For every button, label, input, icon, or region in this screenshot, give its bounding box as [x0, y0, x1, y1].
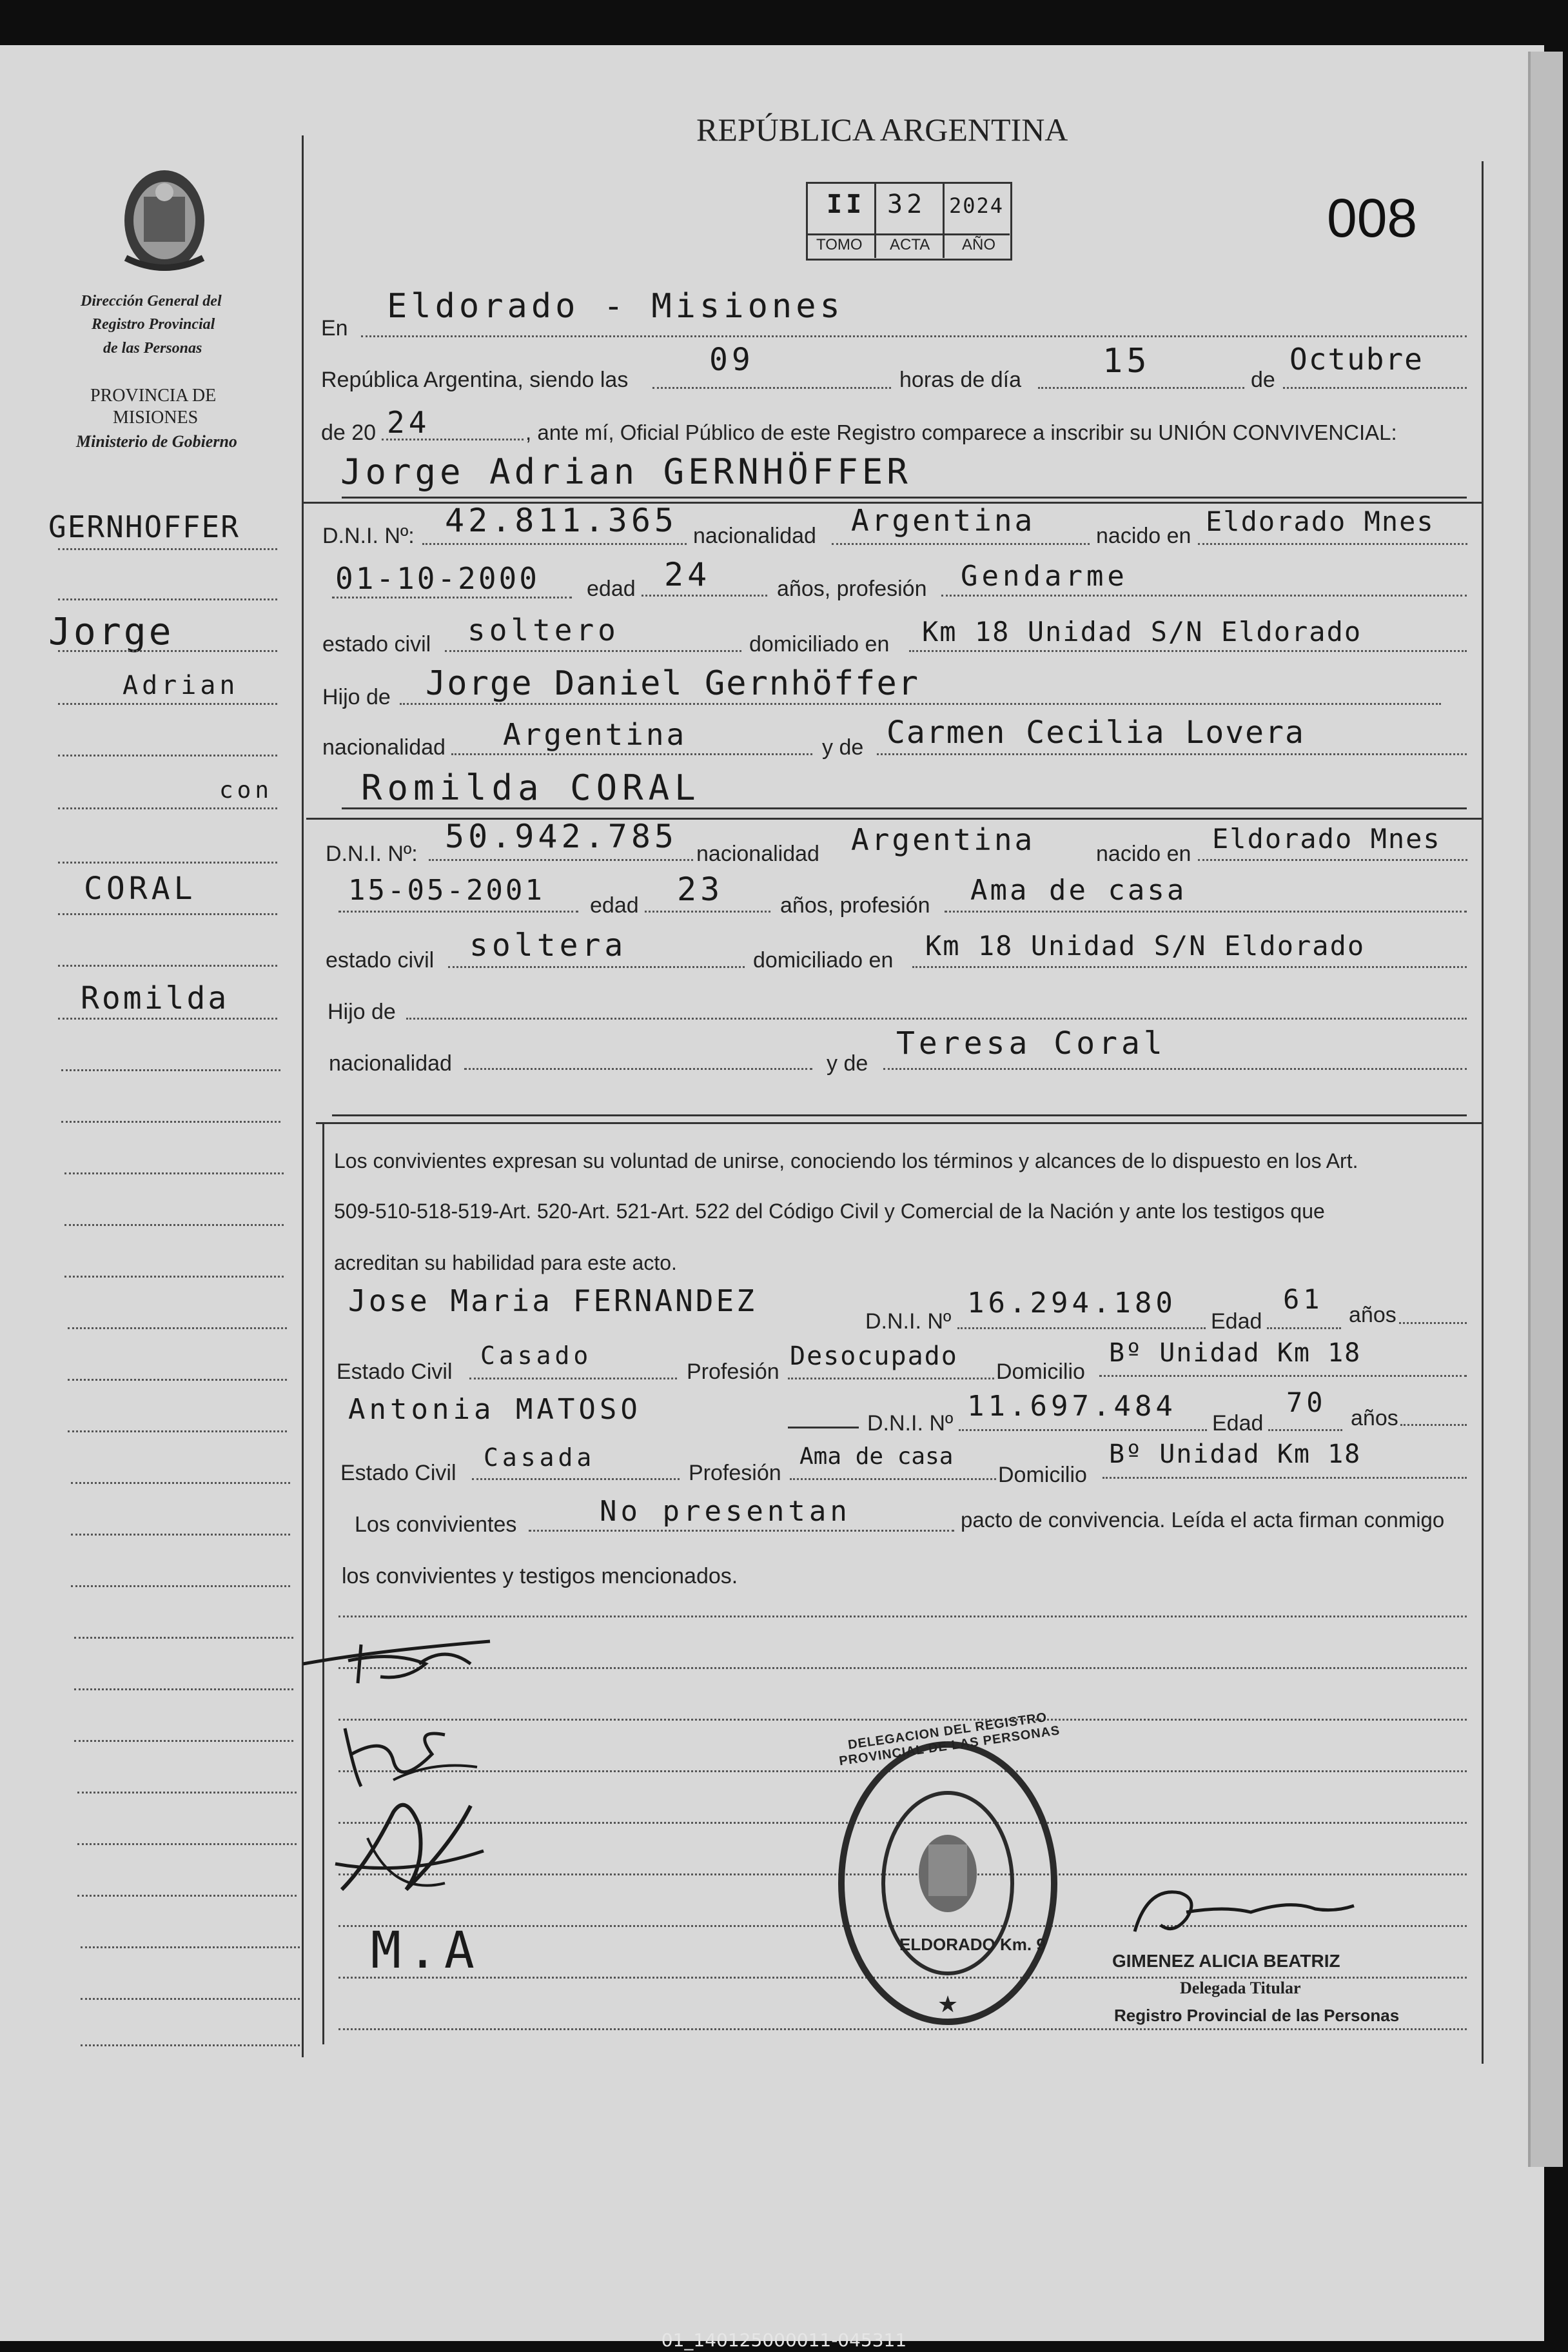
p1-partner-line — [342, 807, 1467, 809]
witness1-civil-line — [469, 1378, 677, 1379]
p2-nat-label: nacionalidad — [329, 1051, 452, 1076]
registry-line-2: Registro Provincial — [92, 316, 215, 333]
p1-father: Jorge Daniel Gernhöffer — [426, 664, 920, 703]
margin-line-25 — [77, 1792, 297, 1794]
day-value: 15 — [1102, 342, 1151, 380]
scan-id: 01_140125000011-045311 — [661, 2329, 907, 2351]
left-margin-border — [302, 135, 304, 2057]
witness1-years-label: años — [1349, 1303, 1396, 1327]
witness2-name: Antonia MATOSO — [348, 1393, 642, 1426]
p2-profession-label: años, profesión — [780, 893, 930, 918]
p2-parent-line — [406, 1018, 1467, 1020]
statement-line-2: 509-510-518-519-Art. 520-Art. 521-Art. 522 del Código Civil y Comercial de la Nación y ante los testigos que — [334, 1200, 1325, 1223]
p2-dni: 50.942.785 — [445, 818, 678, 855]
closing-label-2: pacto de convivencia. Leída el acta firman conmigo — [961, 1508, 1445, 1532]
witness2-age-label: Edad — [1212, 1411, 1264, 1436]
p2-dni-label: D.N.I. Nº: — [326, 842, 418, 866]
month-value: Octubre — [1289, 342, 1424, 377]
margin-line-9 — [58, 965, 277, 967]
p2-mother: Teresa Coral — [896, 1025, 1166, 1062]
witness2-age-line — [1268, 1429, 1342, 1431]
p1-birthplace: Eldorado Mnes — [1206, 506, 1435, 537]
margin-line-3 — [58, 650, 277, 652]
tomo-value: II — [827, 190, 866, 219]
margin-line-5 — [58, 755, 277, 756]
p2-son-label: Hijo de — [328, 1000, 396, 1024]
witness2-years-line — [1400, 1424, 1467, 1426]
p2-civil-label: estado civil — [326, 948, 435, 973]
p2-profession-line — [945, 911, 1467, 913]
witness1-profession-line — [788, 1378, 994, 1379]
month-line — [1283, 387, 1467, 389]
p2-age-line — [645, 911, 770, 913]
p2-nat-line — [464, 1068, 812, 1070]
p2-birthplace: Eldorado Mnes — [1212, 823, 1441, 855]
margin-surname-1: GERNHOFFER — [48, 509, 240, 544]
signature-line-1 — [338, 1616, 1467, 1617]
closing-value: No presentan — [600, 1495, 851, 1528]
margin-line-29 — [81, 1998, 300, 2000]
witness2-domicile-label: Domicilio — [998, 1463, 1087, 1487]
date-line-label: República Argentina, siendo las — [321, 368, 629, 392]
witness1-domicile: Bº Unidad Km 18 — [1109, 1338, 1362, 1368]
margin-line-4 — [58, 703, 277, 705]
svg-text:★: ★ — [937, 1991, 959, 2018]
record-box-divider-h — [806, 233, 1010, 235]
p2-nationality-label: nacionalidad — [696, 842, 819, 866]
margin-line-18 — [68, 1430, 287, 1432]
p2-domicile-line — [912, 966, 1467, 968]
p1-age-label: edad — [587, 577, 636, 601]
p1-father-nat: Argentina — [503, 717, 687, 752]
margin-line-22 — [74, 1637, 293, 1639]
p1-mother-line — [877, 753, 1467, 755]
p1-profession-label: años, profesión — [777, 577, 927, 601]
margin-line-6 — [58, 807, 277, 809]
witness2-profession-line — [790, 1478, 996, 1480]
province-coat-of-arms — [113, 161, 216, 277]
de-label: de — [1251, 368, 1275, 392]
record-box-divider-1 — [874, 182, 876, 258]
p1-age-line — [642, 595, 767, 597]
province-line-1: PROVINCIA DE — [90, 386, 217, 406]
margin-surname-2: CORAL — [84, 871, 197, 907]
registry-seal — [832, 1735, 1064, 2031]
margin-line-7 — [58, 862, 277, 864]
person1-name-line — [342, 497, 1467, 499]
p1-father-line — [400, 703, 1441, 705]
hour-line — [652, 387, 891, 389]
margin-line-12 — [61, 1121, 280, 1123]
signature-line-3 — [338, 1719, 1467, 1721]
p2-domicile-label: domiciliado en — [753, 948, 894, 973]
witness1-domicile-line — [1099, 1375, 1467, 1377]
p1-profession: Gendarme — [961, 560, 1128, 593]
margin-line-20 — [71, 1534, 290, 1536]
margin-line-8 — [58, 913, 277, 915]
p1-father-nat-label: nacionalidad — [322, 735, 446, 760]
margin-given-2: Romilda — [81, 980, 230, 1016]
p1-nationality: Argentina — [851, 503, 1035, 538]
p2-civil: soltera — [469, 927, 627, 964]
margin-line-26 — [77, 1843, 297, 1845]
witness1-civil: Casado — [480, 1341, 593, 1370]
acta-label: ACTA — [890, 236, 930, 253]
p2-profession: Ama de casa — [970, 874, 1187, 907]
p2-birthdate: 15-05-2001 — [348, 874, 545, 907]
p1-father-nat-line — [451, 753, 812, 755]
signature-1 — [297, 1625, 503, 1696]
province-line-2: MISIONES — [113, 408, 199, 428]
tomo-label: TOMO — [816, 236, 863, 253]
closing-line-2: los convivientes y testigos mencionados. — [342, 1564, 738, 1588]
year-suffix: 24 — [387, 405, 431, 440]
p1-civil-label: estado civil — [322, 632, 431, 657]
margin-line-24 — [74, 1740, 293, 1742]
hour-value: 09 — [709, 342, 754, 378]
ministry: Ministerio de Gobierno — [76, 432, 237, 451]
margin-given-1a: Jorge — [48, 609, 174, 653]
right-border — [1482, 161, 1484, 2064]
place-value: Eldorado - Misiones — [387, 287, 844, 326]
registry-line-3: de las Personas — [103, 340, 202, 357]
p1-partner-name: Romilda CORAL — [361, 767, 701, 808]
witness1-civil-label: Estado Civil — [337, 1359, 453, 1384]
p1-age: 24 — [664, 556, 711, 593]
p1-nationality-line — [832, 543, 1090, 545]
margin-line-17 — [68, 1379, 287, 1381]
witness1-name: Jose Maria FERNANDEZ — [348, 1283, 757, 1318]
witness2-domicile: Bº Unidad Km 18 — [1109, 1439, 1362, 1469]
appearance-text: , ante mí, Oficial Público de este Registro comparece a inscribir su UNIÓN CONVIVENCIAL: — [525, 420, 1397, 444]
left-margin-border-lower — [322, 1122, 324, 2044]
p1-dni: 42.811.365 — [445, 502, 678, 539]
p1-civil-line — [445, 650, 741, 652]
registry-line-1: Dirección General del — [81, 293, 222, 310]
p2-blank-line — [332, 1114, 1467, 1116]
p1-and-label: y de — [822, 735, 864, 760]
witness1-age-label: Edad — [1211, 1309, 1262, 1334]
p1-domicile: Km 18 Unidad S/N Eldorado — [922, 616, 1362, 647]
witness2-dni-line — [959, 1429, 1207, 1431]
p2-age-label: edad — [590, 893, 639, 918]
official-office: Registro Provincial de las Personas — [1114, 2006, 1400, 2025]
witness1-age: 61 — [1283, 1283, 1324, 1315]
signature-line-2 — [338, 1667, 1467, 1669]
margin-line-13 — [64, 1172, 284, 1174]
witness2-civil: Casada — [484, 1443, 596, 1472]
acta-value: 32 — [887, 190, 926, 219]
p2-domicile: Km 18 Unidad S/N Eldorado — [925, 930, 1366, 962]
p1-born-label: nacido en — [1096, 524, 1191, 548]
margin-line-16 — [68, 1327, 287, 1329]
closing-label-1: Los convivientes — [355, 1512, 517, 1537]
witness2-years-label: años — [1351, 1406, 1398, 1430]
p1-dni-line — [422, 543, 687, 545]
margin-line-10 — [58, 1018, 277, 1020]
year-label: AÑO — [962, 236, 996, 253]
witness1-dni-line — [957, 1327, 1206, 1329]
margin-connector: con — [219, 777, 273, 804]
margin-given-1b: Adrian — [122, 671, 239, 700]
p1-profession-line — [941, 595, 1467, 597]
margin-line-27 — [77, 1895, 297, 1897]
p1-son-label: Hijo de — [322, 685, 391, 709]
p2-mother-line — [883, 1068, 1467, 1070]
p2-dni-line — [429, 859, 693, 861]
witness1-years-line — [1399, 1322, 1467, 1324]
witness2-profession: Ama de casa — [799, 1443, 954, 1470]
seal-inner-text: ELDORADO Km. 9 — [899, 1935, 1046, 1954]
official-name: GIMENEZ ALICIA BEATRIZ — [1112, 1951, 1340, 1971]
official-title: Delegada Titular — [1180, 1979, 1301, 1997]
en-label: En — [321, 316, 348, 341]
witness1-dni: 16.294.180 — [967, 1287, 1177, 1319]
witness2-civil-line — [472, 1478, 680, 1480]
document-page — [0, 45, 1544, 2341]
witness2-name-line — [788, 1427, 859, 1428]
witness1-profession: Desocupado — [790, 1341, 958, 1371]
witness2-profession-label: Profesión — [689, 1461, 781, 1485]
page-number: 008 — [1327, 188, 1418, 248]
p2-birthdate-line — [338, 911, 578, 913]
p1-domicile-line — [909, 650, 1467, 652]
p1-birthdate-line — [332, 597, 572, 598]
witness2-civil-label: Estado Civil — [340, 1461, 456, 1485]
witness2-age: 70 — [1286, 1387, 1327, 1418]
statement-line-1: Los convivientes expresan su voluntad de unirse, conociendo los términos y alcances de lo dispuesto en los Art. — [334, 1149, 1358, 1172]
p1-civil: soltero — [467, 613, 620, 647]
p1-dni-label: D.N.I. Nº: — [322, 524, 415, 548]
witness1-dni-label: D.N.I. Nº — [865, 1309, 952, 1334]
official-signature — [1122, 1873, 1367, 1944]
margin-line-11 — [61, 1069, 280, 1071]
p1-nationality-label: nacionalidad — [693, 524, 816, 548]
person1-full-name: Jorge Adrian GERNHÖFFER — [340, 451, 912, 492]
p1-mother: Carmen Cecilia Lovera — [887, 715, 1305, 751]
hours-label: horas de día — [899, 368, 1022, 392]
margin-line-14 — [64, 1224, 284, 1226]
witness2-dni: 11.697.484 — [967, 1390, 1177, 1423]
year-prefix: de 20 — [321, 420, 377, 445]
p2-nationality: Argentina — [851, 822, 1035, 857]
signature-3 — [329, 1786, 496, 1909]
year-value: 2024 — [949, 193, 1004, 218]
p2-civil-line — [448, 966, 745, 968]
place-line — [361, 335, 1467, 337]
statement-line-3: acreditan su habilidad para este acto. — [334, 1251, 677, 1274]
witness1-domicile-label: Domicilio — [996, 1359, 1085, 1384]
p1-domicile-label: domiciliado en — [749, 632, 890, 657]
witness1-profession-label: Profesión — [687, 1359, 779, 1384]
p2-birthplace-line — [1198, 859, 1467, 861]
day-line — [1038, 387, 1244, 389]
margin-line-15 — [64, 1276, 284, 1278]
closing-value-line — [529, 1530, 954, 1532]
section-divider-3 — [316, 1122, 1482, 1124]
margin-line-2 — [58, 598, 277, 600]
initials-signature: M.A — [371, 1922, 481, 1980]
margin-line-30 — [81, 2044, 300, 2046]
witness2-dni-label: D.N.I. Nº — [867, 1411, 954, 1436]
country-title: REPÚBLICA ARGENTINA — [696, 112, 1068, 148]
margin-line-21 — [71, 1585, 290, 1587]
witness1-age-line — [1267, 1327, 1341, 1329]
p2-born-label: nacido en — [1096, 842, 1191, 866]
p2-and-label: y de — [827, 1051, 868, 1076]
margin-line-23 — [74, 1688, 293, 1690]
p1-birthplace-line — [1198, 543, 1467, 545]
p1-birthdate: 01-10-2000 — [335, 561, 540, 596]
record-box-divider-2 — [943, 182, 945, 258]
margin-line-28 — [81, 1946, 300, 1948]
margin-line-1 — [58, 548, 277, 550]
seal-ring-text: DELEGACION DEL REGISTRO PROVINCIAL DE LAS PERSONAS — [838, 1710, 1061, 1769]
margin-line-19 — [71, 1482, 290, 1484]
witness2-domicile-line — [1102, 1477, 1467, 1479]
page-edge — [1528, 52, 1563, 2167]
p2-age: 23 — [677, 871, 724, 908]
